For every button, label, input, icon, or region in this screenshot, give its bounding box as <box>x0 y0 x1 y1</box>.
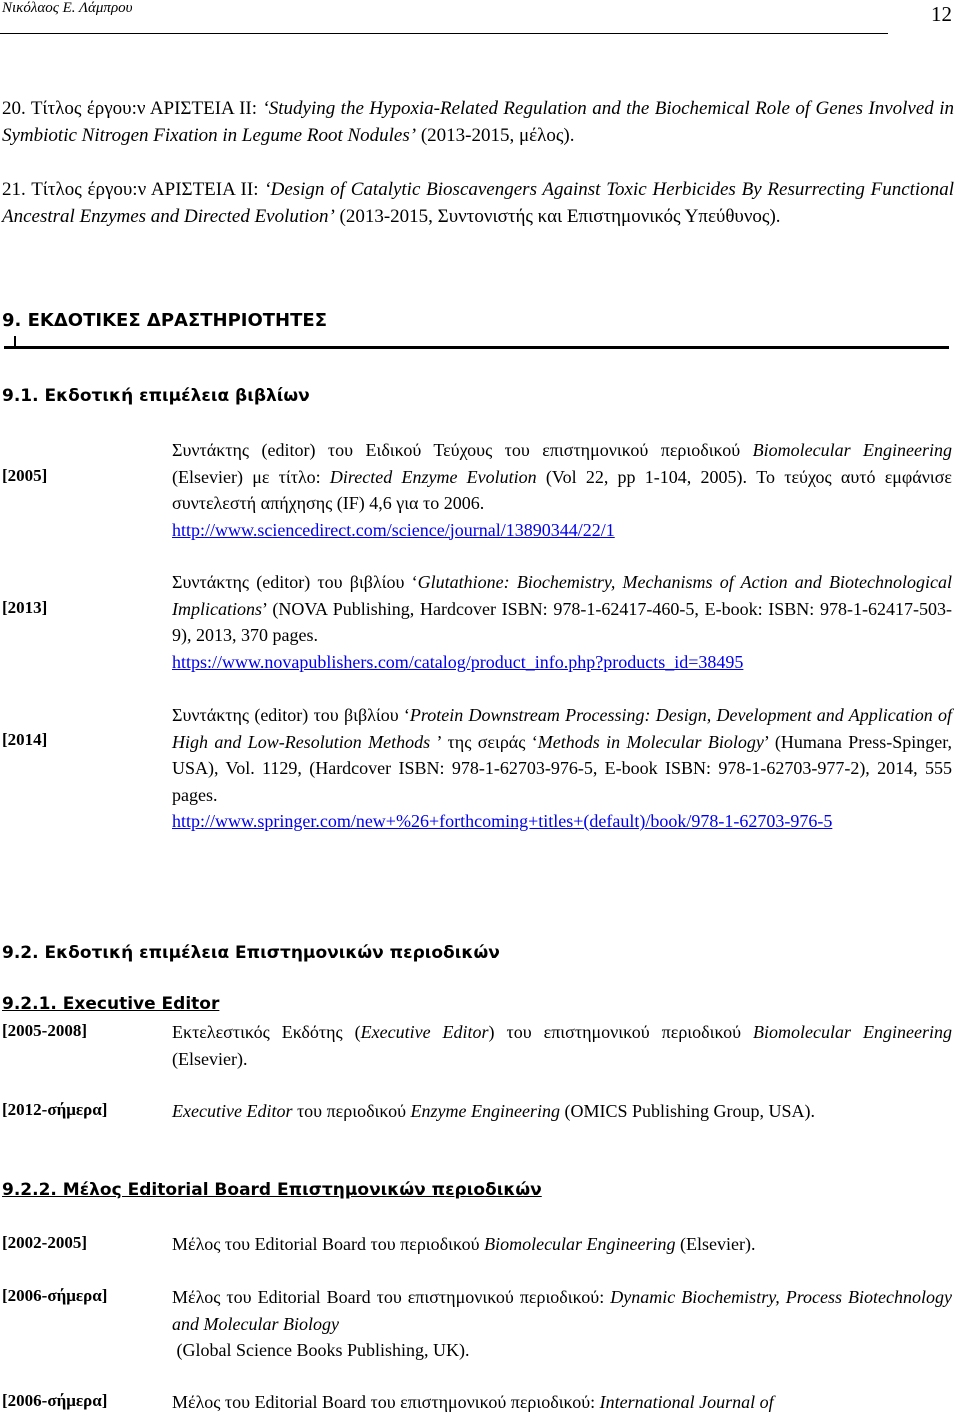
entry-text: ) του επιστημονικού περιοδικού <box>488 1022 754 1042</box>
section-9-1-title: 9.1. Εκδοτική επιμέλεια βιβλίων <box>2 386 310 406</box>
project-prefix: Τίτλος έργου:ν ΑΡΙΣΤΕΙΑ ΙΙ: <box>31 179 265 200</box>
section-9-title: 9. ΕΚΔΟΤΙΚΕΣ ΔΡΑΣΤΗΡΙΟΤΗΤΕΣ <box>2 310 327 331</box>
project-prefix: Τίτλος έργου:ν ΑΡΙΣΤΕΙΑ ΙΙ: <box>30 98 263 119</box>
board-entry-2002-2005 <box>172 1231 952 1258</box>
project-title: ‘Design of Catalytic Bioscavengers Against Toxic Herbicides By Resurrecting Functional Ancestral Enzymes and Directed Evolution’ <box>2 179 954 227</box>
entry-year-2006-present: [2006-σήμερα] <box>2 1286 108 1305</box>
editor-entry-2005-2008 <box>172 1019 952 1072</box>
entry-italic: Directed Enzyme Evolution <box>329 466 537 487</box>
entry-link[interactable]: http://www.sciencedirect.com/science/journal/13890344/22/1 <box>172 519 615 540</box>
entry-italic: Executive Editor <box>360 1022 489 1042</box>
project-item-20 <box>2 95 954 149</box>
section-divider <box>4 346 949 349</box>
entry-year-2005: [2005] <box>2 466 48 485</box>
entry-italic: Dynamic Biochemistry, Process Biotechnology and Molecular Biology <box>172 1287 953 1334</box>
entry-text: Μέλος του Editorial Board του επιστημονικού περιοδικού: <box>172 1287 611 1307</box>
entry-italic: International Journal of <box>599 1392 774 1412</box>
entry-text: (Vol 22, pp 1-104, 2005). Το τεύχος αυτό εμφάνισε συντελεστή απήχησης (IF) 4,6 για το 2006. <box>172 466 952 513</box>
entry-text: Εκτελεστικός Εκδότης ( <box>172 1022 361 1042</box>
book-entry-2013 <box>172 569 952 675</box>
section-9-2-2-title: 9.2.2. Μέλος Editorial Board Επιστημονικών περιοδικών <box>2 1180 542 1200</box>
entry-text: Συντάκτης (editor) του βιβλίου ‘ <box>172 705 410 725</box>
book-entry-2014 <box>172 702 952 835</box>
entry-text: Συντάκτης (editor) του Ειδικού Τεύχους του επιστημονικού περιοδικού <box>172 440 753 460</box>
entry-italic: Executive Editor <box>172 1101 293 1121</box>
header-divider <box>0 33 888 34</box>
entry-text: (Global Science Books Publishing, UK). <box>176 1340 470 1360</box>
entry-italic: Biomolecular Engineering <box>484 1234 676 1254</box>
entry-year-2005-2008: [2005-2008] <box>2 1021 87 1040</box>
entry-text: του περιοδικού <box>292 1101 411 1121</box>
entry-text: Μέλος του Editorial Board του επιστημονικού περιοδικού: <box>172 1392 600 1412</box>
entry-italic: Biomolecular Engineering <box>752 440 952 460</box>
section-9-2-title: 9.2. Εκδοτική επιμέλεια Επιστημονικών περιοδικών <box>2 943 500 963</box>
entry-year-2013: [2013] <box>2 598 48 617</box>
entry-text: ’ (Humana Press-Spinger, USA), Vol. 1129, (Hardcover ISBN: 978-1-62703-976-5, E-book ISBN: 978-1-62703-977-2), 2014, 555 pages. <box>172 731 952 805</box>
project-suffix: (2013-2015, Συντονιστής και Επιστημονικός Υπεύθυνος). <box>334 206 781 227</box>
project-suffix: (2013-2015, μέλος). <box>416 125 575 146</box>
project-number: 20. <box>2 98 26 119</box>
project-item-21 <box>2 176 954 230</box>
book-entry-2005 <box>172 437 952 543</box>
entry-text: (Elsevier). <box>172 1048 248 1069</box>
entry-year-2006-present-b: [2006-σήμερα] <box>2 1391 108 1410</box>
page-number: 12 <box>931 2 952 26</box>
entry-text: ’ (NOVA Publishing, Hardcover ISBN: 978-1-62417-460-5, E-book: ISBN: 978-1-62417-503-9), 2013, 370 pages. <box>172 598 952 645</box>
project-number: 21. <box>2 179 26 200</box>
entry-italic: Glutathione: Biochemistry, Mechanisms of Action and Biotechnological Implications <box>172 572 952 619</box>
entry-link[interactable]: https://www.novapublishers.com/catalog/product_info.php?products_id=38495 <box>172 651 744 672</box>
entry-text: ’ της σειράς ‘ <box>430 731 538 752</box>
entry-year-2012-present: [2012-σήμερα] <box>2 1100 108 1119</box>
entry-text: Συντάκτης (editor) του βιβλίου ‘ <box>172 572 418 592</box>
entry-year-2014: [2014] <box>2 730 48 749</box>
entry-link[interactable]: http://www.springer.com/new+%26+forthcoming+titles+(default)/book/978-1-62703-976-5 <box>172 811 833 831</box>
entry-text: (OMICS Publishing Group, USA). <box>559 1101 815 1121</box>
entry-text: (Elsevier) με τίτλο: <box>172 466 330 487</box>
board-entry-2006-present-b <box>172 1389 952 1416</box>
section-9-2-1-title: 9.2.1. Executive Editor <box>2 994 220 1014</box>
project-title: ‘Studying the Hypoxia-Related Regulation and the Biochemical Role of Genes Involved in Symbiotic Nitrogen Fixation in Legume Root Nodules’ <box>2 98 954 146</box>
header-author: Νικόλαος Ε. Λάμπρου <box>2 0 133 16</box>
entry-italic: Methods in Molecular Biology <box>537 731 764 752</box>
entry-italic: Protein Downstream Processing: Design, Development and Application of High and Low-Resolution Methods <box>172 705 952 752</box>
entry-year-2002-2005: [2002-2005] <box>2 1233 87 1252</box>
entry-italic: Biomolecular Engineering <box>753 1022 952 1042</box>
entry-text: Μέλος του Editorial Board του περιοδικού <box>172 1234 485 1254</box>
entry-text: (Elsevier). <box>675 1234 756 1254</box>
editor-entry-2012-present <box>172 1098 952 1125</box>
entry-italic: Enzyme Engineering <box>410 1101 560 1121</box>
board-entry-2006-present <box>172 1284 952 1364</box>
